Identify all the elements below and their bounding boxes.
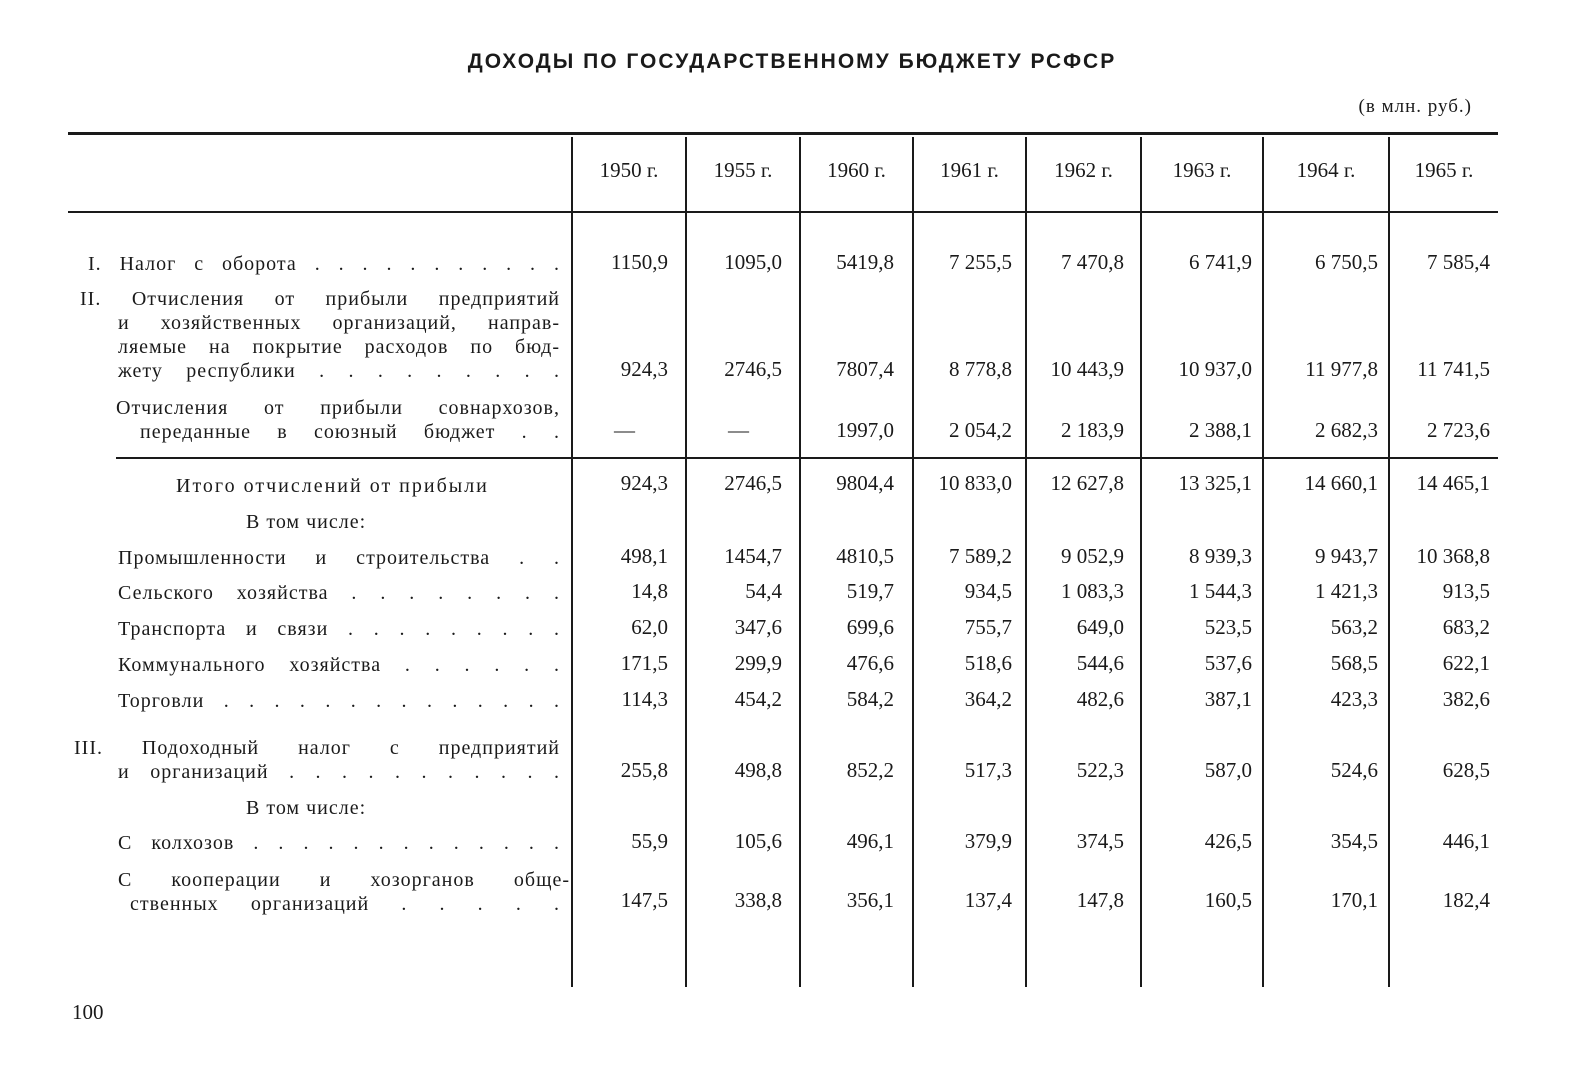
table-cell: 9804,4 — [836, 471, 894, 495]
table-cell: 755,7 — [964, 615, 1012, 639]
subtotal-rule — [116, 457, 1498, 459]
table-cell: 423,3 — [1330, 687, 1378, 711]
row-label: жету республики . . . . . . . . . — [118, 360, 560, 382]
table-cell: 137,4 — [964, 888, 1012, 912]
row-label: Отчисления от прибыли совнархозов, — [116, 397, 560, 419]
table-cell: 338,8 — [734, 888, 782, 912]
row-label: Промышленности и строительства . . — [118, 547, 560, 569]
table-cell: 105,6 — [734, 829, 782, 853]
table-cell: 496,1 — [846, 829, 894, 853]
table-cell: 354,5 — [1330, 829, 1378, 853]
table-cell: 10 833,0 — [938, 471, 1012, 495]
table-cell: 544,6 — [1076, 651, 1124, 675]
row-label: Сельского хозяйства . . . . . . . . — [118, 582, 560, 604]
table-cell: — — [614, 418, 635, 442]
row-label: В том числе: — [246, 511, 367, 533]
row-label: Итого отчислений от прибыли — [176, 475, 489, 497]
table-cell: 4810,5 — [836, 544, 894, 568]
table-cell: 114,3 — [621, 687, 668, 711]
table-cell: 55,9 — [631, 829, 668, 853]
row-label: переданные в союзный бюджет . . — [140, 421, 560, 443]
row-label: В том числе: — [246, 797, 367, 819]
column-header: 1961 г. — [940, 158, 999, 182]
table-cell: 160,5 — [1204, 888, 1252, 912]
table-cell: 628,5 — [1442, 758, 1490, 782]
table-cell: 649,0 — [1076, 615, 1124, 639]
row-label: II. Отчисления от прибыли предприятий — [80, 288, 560, 310]
table-cell: 5419,8 — [836, 250, 894, 274]
table-cell: 683,2 — [1442, 615, 1490, 639]
table-cell: 7 470,8 — [1061, 250, 1124, 274]
table-cell: 2 682,3 — [1315, 418, 1378, 442]
table-cell: 7807,4 — [836, 357, 894, 381]
unit-note: (в млн. руб.) — [1358, 96, 1472, 117]
row-label: I. Налог с оборота . . . . . . . . . . . — [88, 253, 560, 275]
table-cell: 14 660,1 — [1304, 471, 1378, 495]
table-cell: 454,2 — [734, 687, 782, 711]
table-cell: 1150,9 — [611, 250, 668, 274]
top-rule — [68, 132, 1498, 135]
table-cell: 9 052,9 — [1061, 544, 1124, 568]
table-cell: 12 627,8 — [1050, 471, 1124, 495]
table-cell: 518,6 — [964, 651, 1012, 675]
row-label: Коммунального хозяйства . . . . . . — [118, 654, 560, 676]
table-cell: 476,6 — [846, 651, 894, 675]
table-cell: 8 939,3 — [1189, 544, 1252, 568]
table-cell: 10 443,9 — [1050, 357, 1124, 381]
table-cell: 522,3 — [1076, 758, 1124, 782]
table-cell: 517,3 — [964, 758, 1012, 782]
row-label: Торговли . . . . . . . . . . . . . . — [118, 690, 560, 712]
table-cell: 519,7 — [846, 579, 894, 603]
table-cell: 1 083,3 — [1061, 579, 1124, 603]
table-cell: 563,2 — [1330, 615, 1378, 639]
table-cell: 1997,0 — [836, 418, 894, 442]
table-cell: 387,1 — [1204, 687, 1252, 711]
table-cell: 10 368,8 — [1416, 544, 1490, 568]
table-cell: 9 943,7 — [1315, 544, 1378, 568]
table-cell: 2 183,9 — [1061, 418, 1124, 442]
table-cell: 924,3 — [620, 471, 668, 495]
column-header: 1950 г. — [599, 158, 659, 182]
table-cell: 382,6 — [1442, 687, 1490, 711]
table-cell: 699,6 — [846, 615, 894, 639]
table-cell: 446,1 — [1442, 829, 1490, 853]
table-cell: 374,5 — [1076, 829, 1124, 853]
table-cell: 170,1 — [1330, 888, 1378, 912]
row-label: С кооперации и хозорганов обще- — [118, 869, 570, 891]
table-cell: 364,2 — [964, 687, 1012, 711]
table-cell: 1 544,3 — [1189, 579, 1252, 603]
table-cell: 6 750,5 — [1315, 250, 1378, 274]
table-cell: 2746,5 — [724, 471, 782, 495]
row-label: ляемые на покрытие расходов по бюд- — [118, 336, 560, 358]
table-cell: 622,1 — [1442, 651, 1490, 675]
row-label: и организаций . . . . . . . . . . . — [118, 761, 560, 783]
table-cell: 10 937,0 — [1178, 357, 1252, 381]
table-cell: 852,2 — [846, 758, 894, 782]
table-cell: 7 255,5 — [949, 250, 1012, 274]
row-label: ственных организаций . . . . . — [130, 893, 560, 915]
table-cell: 299,9 — [734, 651, 782, 675]
table-cell: 171,5 — [620, 651, 668, 675]
table-cell: 524,6 — [1330, 758, 1378, 782]
table-cell: 482,6 — [1076, 687, 1124, 711]
table-cell: 182,4 — [1442, 888, 1490, 912]
table-cell: 1095,0 — [724, 250, 782, 274]
table-cell: 347,6 — [734, 615, 782, 639]
table-cell: 498,8 — [734, 758, 782, 782]
table-cell: 62,0 — [631, 615, 668, 639]
header-rule — [68, 211, 1498, 213]
table-cell: 7 589,2 — [949, 544, 1012, 568]
table-cell: 11 741,5 — [1417, 357, 1490, 381]
table-cell: 7 585,4 — [1427, 250, 1490, 274]
table-cell: 924,3 — [620, 357, 668, 381]
table-cell: 537,6 — [1204, 651, 1252, 675]
row-label: С колхозов . . . . . . . . . . . . . — [118, 832, 560, 854]
table-cell: 255,8 — [620, 758, 668, 782]
table-cell: 14 465,1 — [1416, 471, 1490, 495]
table-cell: 587,0 — [1204, 758, 1252, 782]
table-cell: 1 421,3 — [1315, 579, 1378, 603]
table-cell: 356,1 — [846, 888, 894, 912]
table-title: ДОХОДЫ ПО ГОСУДАРСТВЕННОМУ БЮДЖЕТУ РСФСР — [467, 50, 1117, 73]
table-cell: 8 778,8 — [949, 357, 1012, 381]
row-label: Транспорта и связи . . . . . . . . . — [118, 618, 560, 640]
row-label: и хозяйственных организаций, направ- — [118, 312, 560, 334]
table-cell: 147,5 — [620, 888, 668, 912]
table-cell: 11 977,8 — [1305, 357, 1378, 381]
table-cell: 14,8 — [631, 579, 668, 603]
table-cell: 498,1 — [620, 544, 668, 568]
row-label: III. Подоходный налог с предприятий — [74, 737, 560, 759]
table-cell: — — [728, 418, 749, 442]
table-cell: 568,5 — [1330, 651, 1378, 675]
column-header: 1962 г. — [1054, 158, 1113, 182]
table-cell: 379,9 — [964, 829, 1012, 853]
table-cell: 913,5 — [1442, 579, 1490, 603]
column-header: 1960 г. — [827, 158, 886, 182]
page-number: 100 — [72, 1000, 104, 1024]
table-cell: 2 723,6 — [1427, 418, 1490, 442]
table-cell: 54,4 — [745, 579, 782, 603]
table-cell: 147,8 — [1076, 888, 1124, 912]
table-cell: 523,5 — [1204, 615, 1252, 639]
table-cell: 584,2 — [846, 687, 894, 711]
table-cell: 426,5 — [1204, 829, 1252, 853]
table-cell: 934,5 — [964, 579, 1012, 603]
column-header: 1963 г. — [1172, 158, 1232, 182]
table-cell: 13 325,1 — [1178, 471, 1252, 495]
column-header: 1964 г. — [1296, 158, 1356, 182]
column-header: 1955 г. — [713, 158, 773, 182]
table-cell: 1454,7 — [724, 544, 782, 568]
table-cell: 2746,5 — [724, 357, 782, 381]
table-cell: 2 054,2 — [949, 418, 1012, 442]
column-header: 1965 г. — [1414, 158, 1474, 182]
table-cell: 2 388,1 — [1189, 418, 1252, 442]
table-cell: 6 741,9 — [1189, 250, 1252, 274]
